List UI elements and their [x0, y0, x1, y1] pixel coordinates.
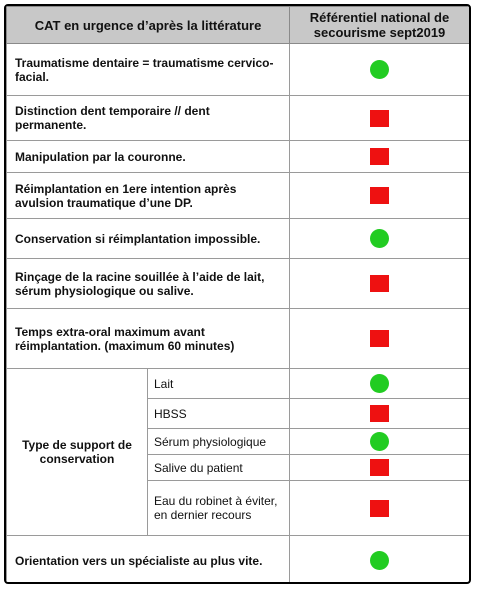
row-text: Réimplantation en 1ere intention après avulsion traumatique d’une DP.	[7, 173, 290, 219]
green-circle-icon	[370, 60, 389, 79]
row-text: Orientation vers un spécialiste au plus vite.	[7, 536, 290, 585]
table-row	[7, 173, 470, 219]
header-row	[7, 7, 470, 44]
header-referentiel: Référentiel national de secourisme sept2019	[290, 7, 470, 44]
table-row	[7, 259, 470, 309]
comparison-table	[6, 6, 470, 584]
support-item: Eau du robinet à éviter, en dernier recours	[148, 481, 290, 536]
table-row	[7, 536, 470, 585]
support-item: Lait	[148, 369, 290, 399]
support-item: HBSS	[148, 399, 290, 429]
table-row	[7, 309, 470, 369]
row-text: Distinction dent temporaire // dent permanente.	[7, 96, 290, 141]
support-item: Salive du patient	[148, 455, 290, 481]
row-text: Manipulation par la couronne.	[7, 141, 290, 173]
red-square-icon	[370, 148, 389, 165]
green-circle-icon	[370, 229, 389, 248]
red-square-icon	[370, 459, 389, 476]
row-text: Conservation si réimplantation impossible.	[7, 219, 290, 259]
row-text: Traumatisme dentaire = traumatisme cervico-facial.	[7, 44, 290, 96]
red-square-icon	[370, 110, 389, 127]
header-literature: CAT en urgence d’après la littérature	[7, 7, 290, 44]
row-text: Rinçage de la racine souillée à l’aide de lait, sérum physiologique ou salive.	[7, 259, 290, 309]
green-circle-icon	[370, 551, 389, 570]
support-label: Type de support de conservation	[7, 369, 148, 536]
table-row	[7, 219, 470, 259]
table-row	[7, 96, 470, 141]
red-square-icon	[370, 275, 389, 292]
red-square-icon	[370, 405, 389, 422]
red-square-icon	[370, 330, 389, 347]
red-square-icon	[370, 500, 389, 517]
support-item: Sérum physiologique	[148, 429, 290, 455]
table-row	[7, 369, 470, 399]
green-circle-icon	[370, 374, 389, 393]
row-text: Temps extra-oral maximum avant réimplantation. (maximum 60 minutes)	[7, 309, 290, 369]
green-circle-icon	[370, 432, 389, 451]
table-row	[7, 44, 470, 96]
red-square-icon	[370, 187, 389, 204]
table-row	[7, 141, 470, 173]
comparison-table-frame	[4, 4, 471, 584]
